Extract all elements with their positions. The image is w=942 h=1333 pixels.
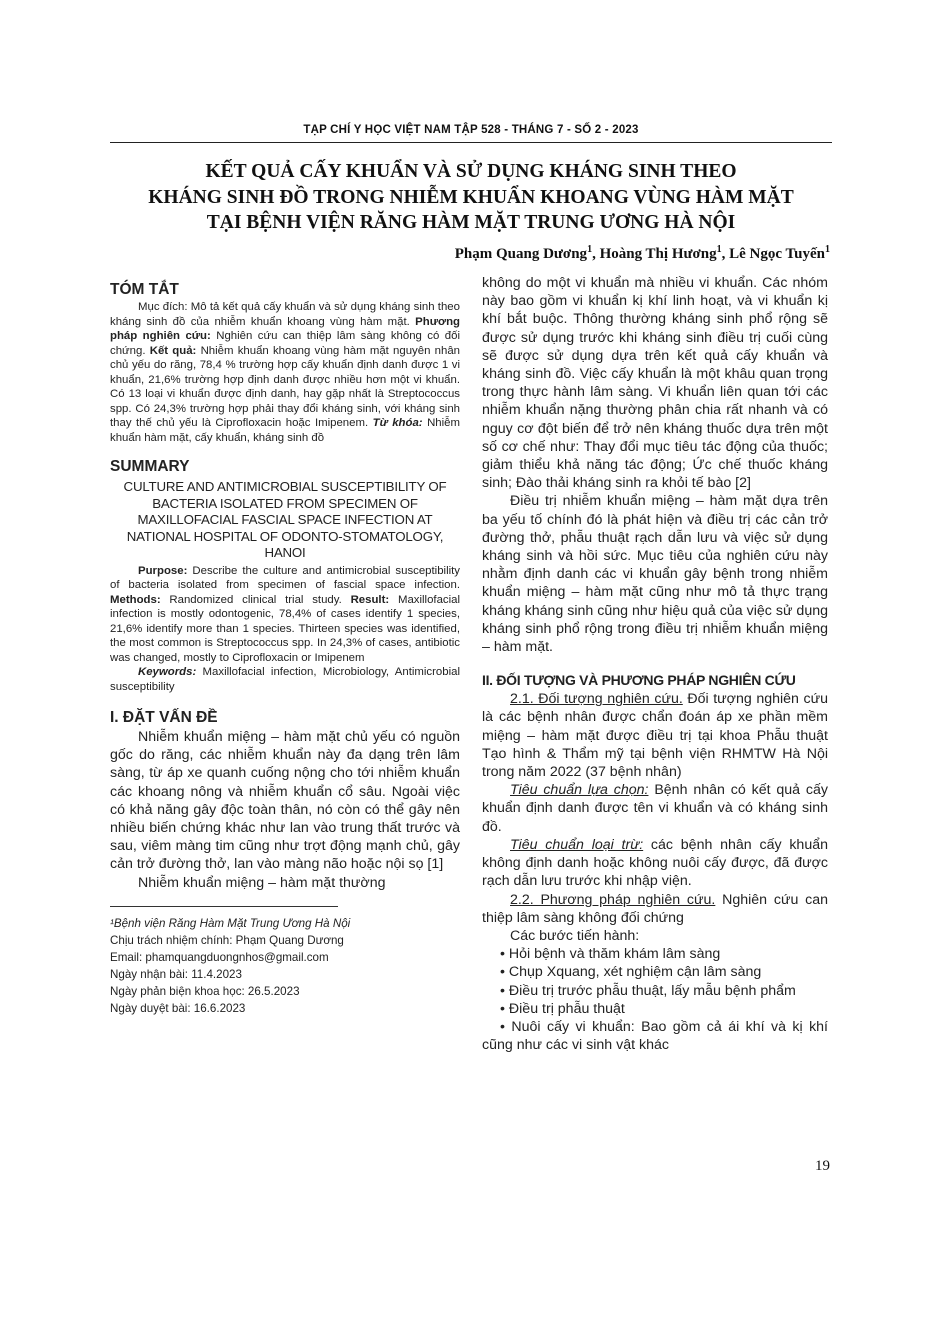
journal-header: TẠP CHÍ Y HỌC VIỆT NAM TẬP 528 - THÁNG 7 - SỐ 2 - 2023	[303, 124, 639, 136]
section-1-paragraph-3: Điều trị nhiễm khuẩn miệng – hàm mặt dựa trên ba yếu tố chính đó là phát hiện và điều trị các cản trở đường thở, phẫu thuật rạch dẫn lưu và việc sử dụng kháng sinh và hồi sức. Mục tiêu của nghiên cứu này nhằm định danh các vi khuẩn gây bệnh trong nhiễm khuẩn miệng – hàm mặt cũng như mô tả thực trạng kháng kháng sinh cũng như hiệu quả của việc sử dụng kháng sinh phổ rộng trong điều trị nhiễm khuẩn miệng – hàm mặt.	[482, 493, 828, 656]
section-2-2-text: Nghiên cứu can thiệp lâm sàng không đối chứng	[482, 891, 828, 926]
summary-purpose-label: Purpose:	[138, 564, 188, 577]
summary-text	[110, 564, 460, 666]
footnote-received: Ngày nhận bài: 11.4.2023	[110, 967, 242, 981]
footnote-reviewed: Ngày phản biện khoa học: 26.5.2023	[110, 984, 300, 998]
result-label: Kết quả:	[149, 344, 197, 357]
footnote-corresponding: Chịu trách nhiệm chính: Phạm Quang Dương	[110, 933, 344, 947]
summary-title: CULTURE AND ANTIMICROBIAL SUSCEPTIBILITY OF BACTERIA ISOLATED FROM SPECIMEN OF MAXILLOFACIAL FASCIAL SPACE INFECTION AT NATIONAL HOSPITAL OF ODONTO-STOMATOLOGY, HANOI	[123, 479, 447, 560]
summary-keywords-label: Keywords:	[138, 666, 197, 678]
inclusion-text: Bệnh nhân có kết quả cấy khuẩn định danh được tên vi khuẩn và có kháng sinh đồ.	[482, 782, 828, 835]
footnote-accepted: Ngày duyệt bài: 16.6.2023	[110, 1001, 246, 1015]
abstract-heading: TÓM TẮT	[110, 281, 179, 298]
right-column	[482, 274, 828, 1054]
article-title	[110, 159, 832, 236]
exclusion-label: Tiêu chuẩn loại trừ:	[510, 836, 644, 853]
purpose-label: Mục đích:	[138, 301, 188, 313]
footnotes	[110, 915, 460, 1017]
section-2-heading: II. ĐỐI TƯỢNG VÀ PHƯƠNG PHÁP NGHIÊN CỨU	[482, 672, 796, 689]
title-line: TẠI BỆNH VIỆN RĂNG HÀM MẶT TRUNG ƯƠNG HÀ NỘI	[206, 212, 736, 233]
author-affiliation: 1	[825, 244, 830, 255]
section-2-1-label: 2.1. Đối tượng nghiên cứu.	[510, 691, 683, 708]
keywords-label: Từ khóa:	[372, 417, 423, 429]
step-item: • Chụp Xquang, xét nghiệm cận lâm sàng	[500, 964, 762, 981]
page-number: 19	[815, 1158, 830, 1174]
summary-keywords	[110, 665, 460, 694]
author-name: Hoàng Thị Hương	[599, 246, 717, 262]
keywords-text: Nhiễm khuẩn hàm mặt, cấy khuẩn, kháng sinh đồ	[110, 417, 460, 444]
purpose-text: Mô tả kết quả cấy khuẩn và sử dụng kháng sinh theo kháng sinh đồ của nhiễm khuẩn khoang vùng hàm mặt.	[110, 301, 460, 328]
author-affiliation: 1	[587, 244, 593, 255]
summary-methods-label: Methods:	[110, 593, 161, 606]
footnote-rule	[110, 906, 338, 907]
header-rule	[110, 142, 832, 143]
section-1-heading: I. ĐẶT VẤN ĐỀ	[110, 709, 218, 726]
left-column	[110, 274, 460, 1017]
result-text: Nhiễm khuẩn khoang vùng hàm mặt nguyên nhân chủ yếu do răng, 78,4 % trường hợp cấy khuẩn định danh được 1 vi khuẩn, 21,6% trường hợp định danh được nhiều hơn một vi khuẩn. Có 13 loại vi khuẩn được định danh, hay gặp nhất là Streptococcus spp. Có 24,3% trường hợp phải thay đổi kháng sinh, với kháng sinh thay thế chủ yếu là Ciprofloxacin hoặc Imipenem.	[110, 344, 460, 429]
author-list	[455, 244, 830, 263]
summary-heading: SUMMARY	[110, 458, 190, 475]
section-1-paragraph-1: Nhiễm khuẩn miệng – hàm mặt chủ yếu có nguồn gốc do răng, các nhiễm khuẩn này đa dạng trên lâm sàng, từ áp xe quanh cuống nộng cho tới nhiễm khuẩn các khoang nông và nhiễm khuẩn cổ sâu. Ngoài việc có khả năng gây độc toàn thân, nó còn có thể gây nên nhiều biến chứng khác như lan vào trung thất trước và sau, viêm màng tim cũng như trợt động mạnh chủ, gây cản trở đường thở, lan vào màng não hoặc nội sọ [1]	[110, 729, 460, 873]
author-name: Lê Ngọc Tuyến	[729, 246, 825, 262]
section-2-2	[482, 891, 828, 927]
author-name: Phạm Quang Dương	[454, 246, 588, 262]
exclusion-text: các bệnh nhân cấy khuẩn không định danh hoặc không nuôi cấy được, đã được rạch dẫn lưu trước khi nhập viện.	[482, 836, 828, 890]
author-separator: ,	[721, 246, 730, 262]
step-item: • Điều trị phẫu thuật	[500, 1000, 625, 1017]
steps-label: Các bước tiến hành:	[510, 927, 640, 944]
title-line: KẾT QUẢ CẤY KHUẨN VÀ SỬ DỤNG KHÁNG SINH THEO	[205, 161, 737, 182]
author-affiliation: 1	[716, 244, 722, 255]
footnote-email: Email: phamquangduongnhos@gmail.com	[110, 950, 329, 964]
title-line: KHÁNG SINH ĐỒ TRONG NHIỄM KHUẨN KHOANG VÙNG HÀM MẶT	[148, 186, 794, 208]
summary-purpose-text: Describe the culture and antimicrobial susceptibility of bacteria isolated from specimen of fascial space infection.	[110, 564, 460, 591]
summary-keywords-text: Maxillofacial infection, Microbiology, Antimicrobial susceptibility	[110, 666, 460, 693]
summary-methods-text: Randomized clinical trial study.	[160, 593, 351, 606]
author-separator: ,	[592, 246, 600, 262]
section-1-paragraph-2-cont: không do một vi khuẩn mà nhiều vi khuẩn. Các nhóm này bao gồm vi khuẩn kị khí linh hoạt, và vi khuẩn kị khí bắt buộc. Thông thường kháng sinh phổ rộng sẽ được sử dụng trước khi kháng sinh điều trị cuối cùng sẽ được sử dụng dựa trên kết quả cấy khuẩn và kháng sinh đồ. Việc cấy khuẩn là một khâu quan trọng trong thực hành lâm sàng. Vi khuẩn liên quan tới các nhiễm khuẩn nặng thường phân chia rất nhanh và có nguy cơ đột biến để trở nên kháng thuốc dựa trên một số cơ chế như: Thay đổi mục tiêu tác động của thuốc; giảm thiểu khả năng tác động; Ức chế thuốc kháng sinh; Đào thải kháng sinh ra khỏi tế bào [2]	[482, 275, 828, 492]
inclusion-criteria	[482, 781, 828, 836]
section-2-1-text: Đối tượng nghiên cứu là các bệnh nhân được chẩn đoán áp xe phần mềm miệng – hàm mặt được điều trị tại khoa Phẫu thuật Tạo hình & Thẩm mỹ tại bệnh viện RHMTW Hà Nội trong năm 2022 (37 bệnh nhân)	[482, 691, 828, 781]
abstract-vi-text	[110, 300, 460, 445]
exclusion-criteria	[482, 836, 828, 891]
section-2-1	[482, 690, 828, 781]
section-1-paragraph-2-start: Nhiễm khuẩn miệng – hàm mặt thường	[138, 874, 386, 891]
summary-result-label: Result:	[350, 593, 390, 606]
method-text: Nghiên cứu can thiệp lâm sàng không có đối chứng.	[110, 330, 460, 357]
step-item: • Điều trị trước phẫu thuật, lấy mẫu bệnh phẩm	[500, 982, 796, 999]
step-item: • Hỏi bệnh và thăm khám lâm sàng	[500, 946, 721, 963]
footnote-affiliation: ¹Bệnh viện Răng Hàm Mặt Trung Ương Hà Nội	[110, 916, 351, 930]
summary-result-text: Maxillofacial infection is mostly odontogenic, 78,4% of cases identify 1 species, 21,6% identify more than 1 species. Thirteen species was identified, the most common is Streptococcus spp. In 24,3% of cases, antibiotic was changed, mostly to Ciprofloxacin or Imipenem	[110, 593, 461, 664]
section-2-2-label: 2.2. Phương pháp nghiên cứu.	[510, 891, 716, 908]
method-label: Phương pháp nghiên cứu:	[110, 315, 460, 342]
inclusion-label: Tiêu chuẩn lựa chọn:	[510, 782, 649, 799]
step-item: • Nuôi cấy vi khuẩn: Bao gồm cả ái khí và kị khí cũng như các vi sinh vật khác	[482, 1018, 828, 1054]
